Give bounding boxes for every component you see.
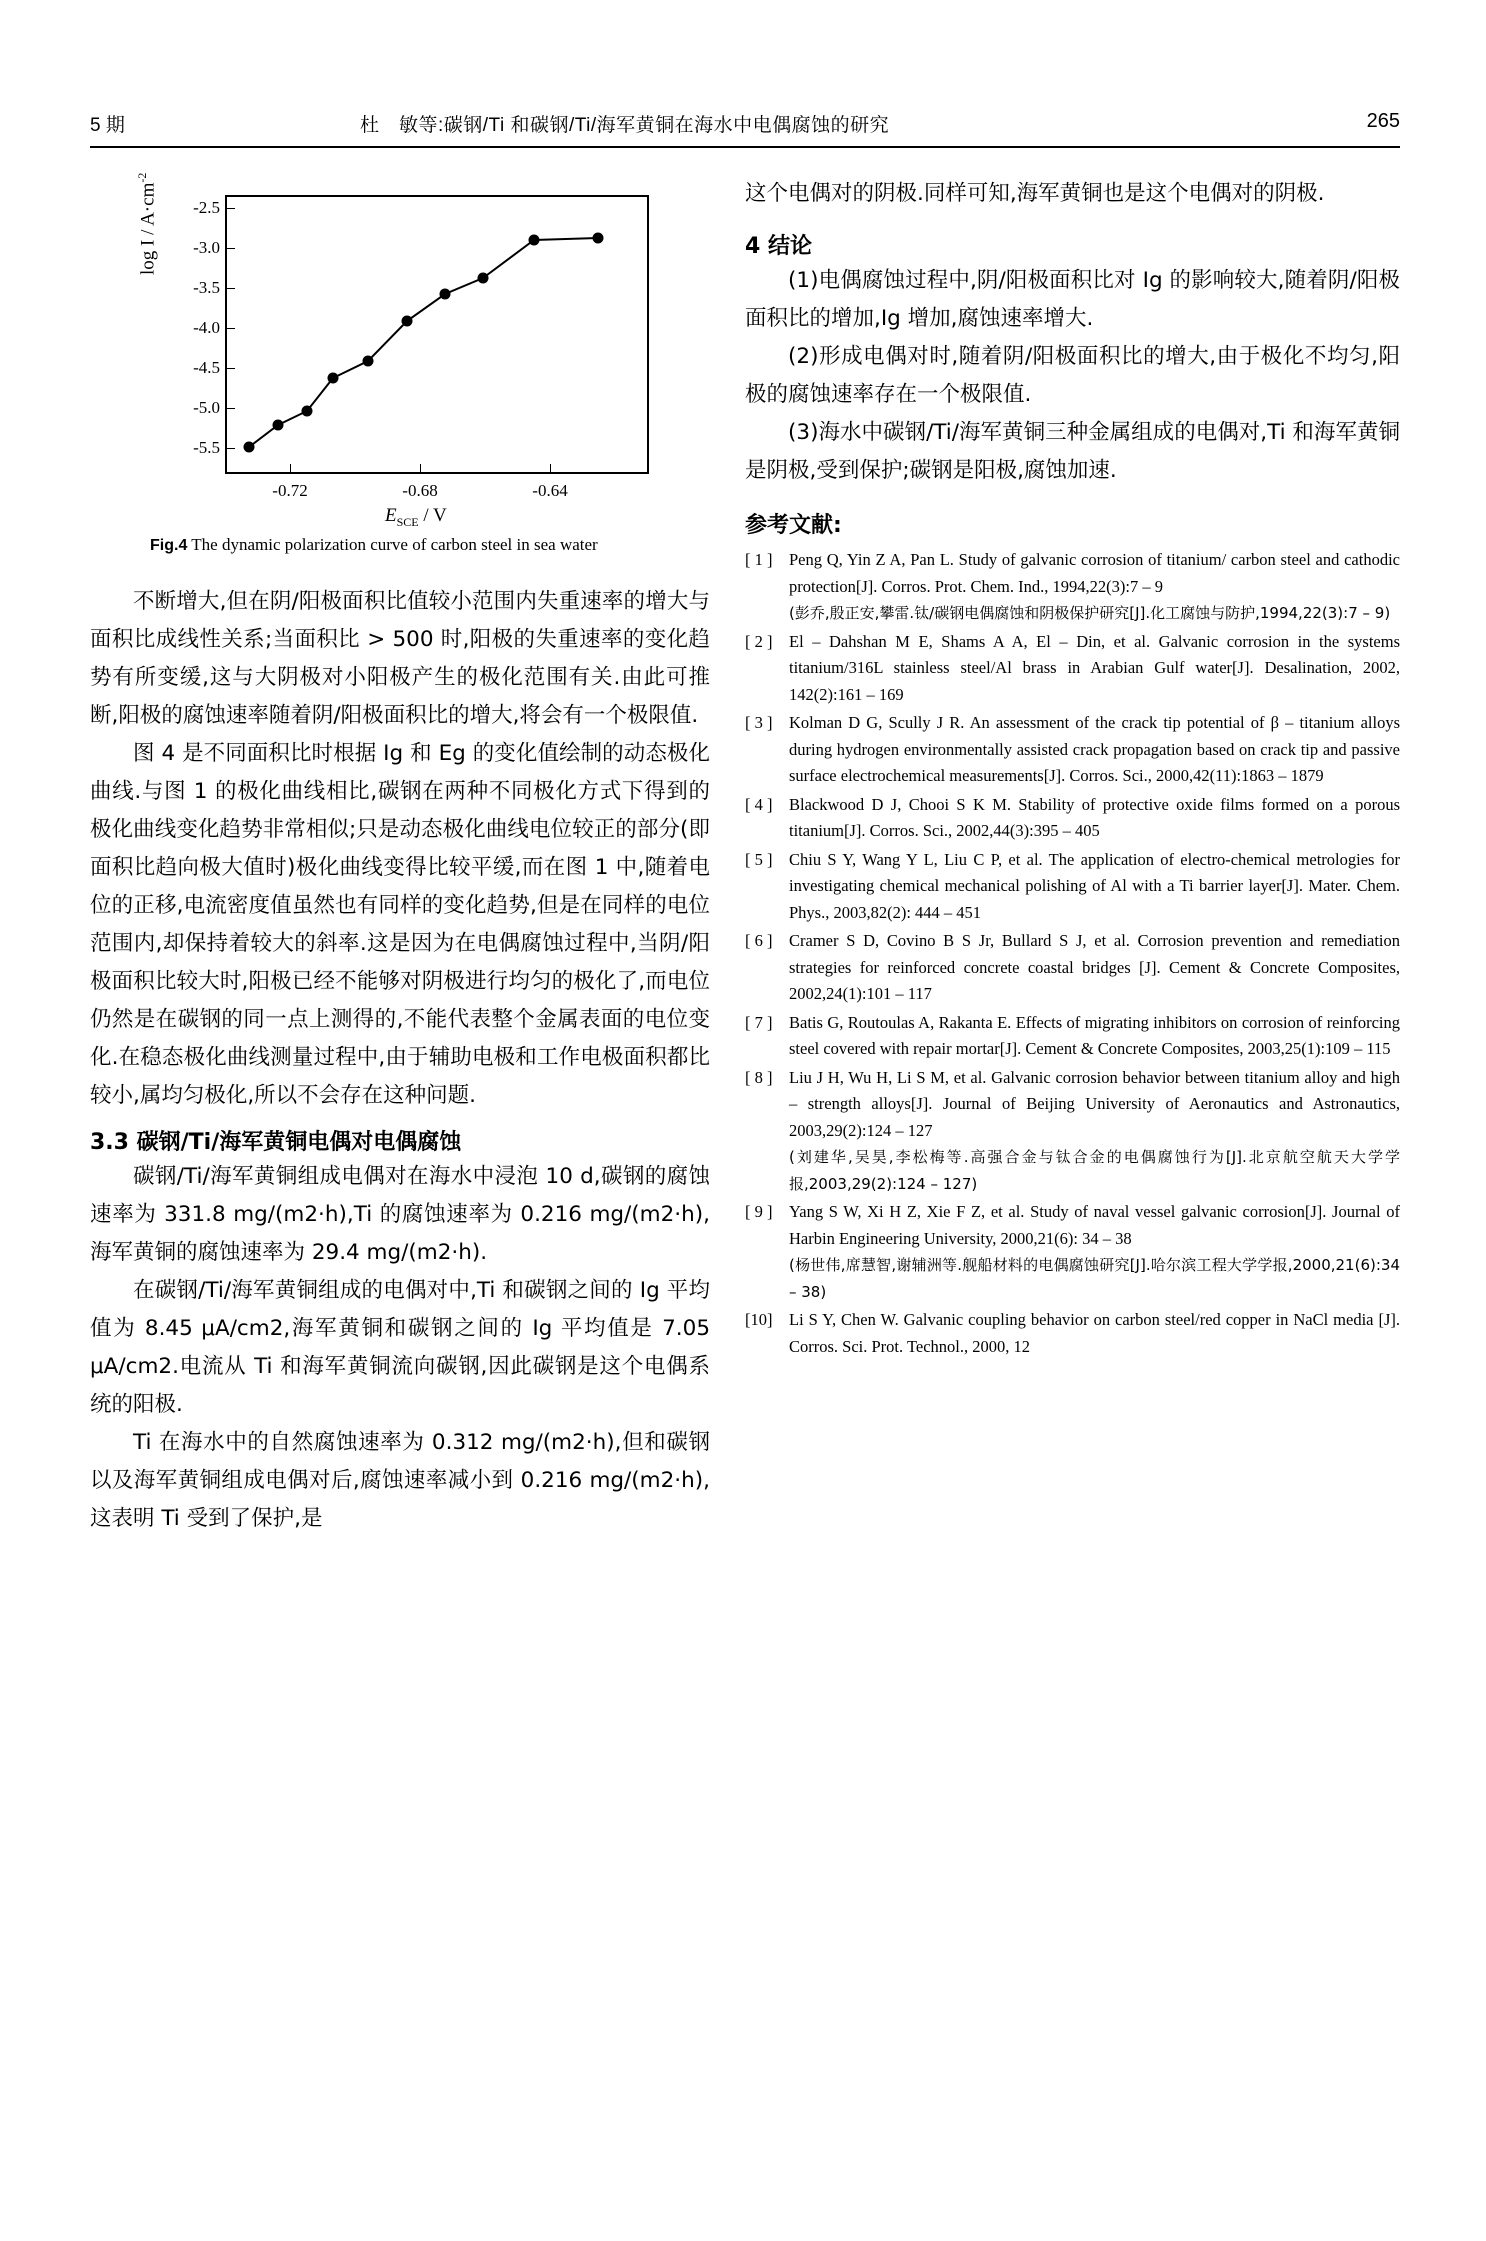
reference-text: Blackwood D J, Chooi S K M. Stability of protective oxide films formed on a porous titanium[J]. Corros. Sci., 2002,44(3):395 – 405	[789, 794, 1400, 840]
paragraph: 不断增大,但在阴/阳极面积比值较小范围内失重速率的增大与面积比成线性关系;当面积比 > 500 时,阳极的失重速率的变化趋势有所变缓,这与大阴极对小阳极产生的极化范围有关.由此可推断,阳极的腐蚀速率随着阴/阳极面积比的增大,将会有一个极限值.	[90, 589, 710, 728]
reference-text: Chiu S Y, Wang Y L, Liu C P, et al. The application of electro-chemical metrologies for investigating chemical mechanical polishing of Al with a Ti barrier layer[J]. Mater. Chem. Phys., 2003,82(2): 444 – 451	[789, 849, 1400, 922]
paragraph: 这个电偶对的阴极.同样可知,海军黄铜也是这个电偶对的阴极.	[745, 181, 1325, 206]
right-column	[745, 175, 1400, 1362]
x-axis-symbol: E	[385, 505, 397, 526]
y-tick: -4.0	[193, 318, 220, 337]
y-axis-label-exponent: -2	[135, 172, 149, 183]
reference-item	[745, 1307, 1400, 1360]
reference-text: Batis G, Routoulas A, Rakanta E. Effects of migrating inhibitors on corrosion of reinforcing steel covered with repair mortar[J]. Cement & Concrete Composites, 2003,25(1):109 – 115	[789, 1012, 1400, 1058]
figure-curve	[227, 197, 643, 468]
header-rule	[90, 146, 1400, 148]
x-axis-unit: / V	[418, 505, 447, 526]
figure-caption-text: The dynamic polarization curve of carbon steel in sea water	[191, 535, 598, 554]
paragraph: 图 4 是不同面积比时根据 Ig 和 Eg 的变化值绘制的动态极化曲线.与图 1 的极化曲线相比,碳钢在两种不同极化方式下得到的极化曲线变化趋势非常相似;只是动态极化曲线电位较正的部分(即面积比趋向极大值时)极化曲线变得比较平缓,而在图 1 中,随着电位的正移,电流密度值虽然也有同样的变化趋势,但是在同样的电位范围内,却保持着较大的斜率.这是因为在电偶腐蚀过程中,当阴/阳极面积比较大时,阳极已经不能够对阴极进行均匀的极化了,而电位仍然是在碳钢的同一点上测得的,不能代表整个金属表面的电位变化.在稳态极化曲线测量过程中,由于辅助电极和工作电极面积都比较小,属均匀极化,所以不会存在这种问题.	[90, 741, 710, 1108]
reference-item	[745, 847, 1400, 927]
reference-tag: [ 8 ]	[745, 1067, 773, 1087]
reference-item	[745, 1010, 1400, 1063]
figure-x-axis-label	[385, 505, 447, 530]
figure-caption-label: Fig.4	[150, 537, 188, 554]
reference-text: Peng Q, Yin Z A, Pan L. Study of galvanic corrosion of titanium/ carbon steel and cathodic protection[J]. Corros. Prot. Chem. Ind., 1994,22(3):7 – 9	[789, 550, 1400, 596]
section-heading-4: 4 结论	[745, 234, 812, 259]
figure-caption	[150, 535, 690, 555]
reference-tag: [ 7 ]	[745, 1012, 773, 1032]
reference-text: Cramer S D, Covino B S Jr, Bullard S J, et al. Corrosion prevention and remediation strategies for reinforced concrete coastal bridges [J]. Cement & Concrete Composites, 2002,24(1):101 – 117	[789, 931, 1400, 1003]
references-heading: 参考文献:	[745, 513, 842, 538]
y-tick: -2.5	[193, 198, 220, 217]
paragraph: (2)形成电偶对时,随着阴/阳极面积比的增大,由于极化不均匀,阳极的腐蚀速率存在一个极限值.	[745, 344, 1400, 407]
reference-note: (彭乔,殷正安,攀雷.钛/碳钢电偶腐蚀和阴极保护研究[J].化工腐蚀与防护,1994,22(3):7 – 9)	[789, 604, 1391, 622]
reference-item	[745, 629, 1400, 709]
reference-item	[745, 710, 1400, 790]
section-heading-3-3: 3.3 碳钢/Ti/海军黄铜电偶对电偶腐蚀	[90, 1130, 462, 1155]
reference-item	[745, 1065, 1400, 1198]
reference-item	[745, 928, 1400, 1008]
y-axis-label-text: log I / A·cm	[137, 182, 159, 275]
reference-tag: [ 3 ]	[745, 713, 773, 732]
right-top-paragraph-block	[745, 175, 1400, 213]
references-list	[745, 547, 1400, 1360]
reference-tag: [ 2 ]	[745, 631, 773, 651]
y-tick: -3.0	[193, 238, 220, 257]
paragraph: Ti 在海水中的自然腐蚀速率为 0.312 mg/(m2·h),但和碳钢以及海军黄铜组成电偶对后,腐蚀速率减小到 0.216 mg/(m2·h),这表明 Ti 受到了保护,是	[90, 1430, 710, 1531]
conclusions-block	[745, 262, 1400, 490]
y-tick: -5.5	[193, 438, 220, 457]
reference-text: Kolman D G, Scully J R. An assessment of the crack tip potential of β – titanium alloys during hydrogen environmentally assisted crack propagation based on crack tip and passive surface electrochemical measurements[J]. Corros. Sci., 2000,42(11):1863 – 1879	[789, 713, 1400, 785]
y-tick: -3.5	[193, 278, 220, 297]
figure-plot-area	[193, 195, 649, 500]
reference-note: (刘建华,吴昊,李松梅等.高强合金与钛合金的电偶腐蚀行为[J].北京航空航天大学学报,2003,29(2):124 – 127)	[789, 1148, 1400, 1193]
header-running-title: 杜 敏等:碳钢/Ti 和碳钢/Ti/海军黄铜在海水中电偶腐蚀的研究	[360, 115, 890, 136]
paragraph: (1)电偶腐蚀过程中,阴/阳极面积比对 Ig 的影响较大,随着阴/阳极面积比的增加,Ig 增加,腐蚀速率增大.	[745, 268, 1400, 331]
reference-note: (杨世伟,席慧智,谢辅洲等.舰船材料的电偶腐蚀研究[J].哈尔滨工程大学学报,2000,21(6):34 – 38)	[789, 1256, 1400, 1301]
figure-4	[90, 172, 710, 575]
y-tick: -5.0	[193, 398, 220, 417]
reference-tag: [ 5 ]	[745, 849, 773, 869]
figure-y-axis-label	[135, 173, 159, 275]
reference-text: Liu J H, Wu H, Li S M, et al. Galvanic corrosion behavior between titanium alloy and high – strength alloys[J]. Journal of Beijing University of Aeronautics and Astronautics, 2003,29(2):124 – 127	[789, 1067, 1400, 1140]
x-tick: -0.64	[532, 481, 568, 500]
reference-tag: [10]	[745, 1310, 773, 1329]
reference-item	[745, 547, 1400, 627]
x-axis-subscript: SCE	[396, 514, 419, 529]
paragraph: 碳钢/Ti/海军黄铜组成电偶对在海水中浸泡 10 d,碳钢的腐蚀速率为 331.8 mg/(m2·h),Ti 的腐蚀速率为 0.216 mg/(m2·h),海军黄铜的腐蚀速率为 29.4 mg/(m2·h).	[90, 1164, 710, 1265]
left-body-text	[90, 583, 710, 1115]
x-tick: -0.68	[402, 481, 438, 500]
x-tick: -0.72	[272, 481, 308, 500]
reference-item	[745, 792, 1400, 845]
reference-tag: [ 1 ]	[745, 550, 773, 569]
reference-text: El – Dahshan M E, Shams A A, El – Din, et al. Galvanic corrosion in the systems titanium/316L stainless steel/Al brass in Arabian Gulf water[J]. Desalination, 2002, 142(2):161 – 169	[789, 631, 1400, 704]
reference-tag: [ 9 ]	[745, 1202, 773, 1221]
header-issue: 5 期	[90, 115, 125, 136]
page-number: 265	[1366, 110, 1400, 132]
paragraph: 在碳钢/Ti/海军黄铜组成的电偶对中,Ti 和碳钢之间的 Ig 平均值为 8.45 μA/cm2,海军黄铜和碳钢之间的 Ig 平均值是 7.05 μA/cm2.电流从 Ti 和海军黄铜流向碳钢,因此碳钢是这个电偶系统的阳极.	[90, 1278, 710, 1417]
reference-tag: [ 4 ]	[745, 794, 773, 814]
reference-text: Yang S W, Xi H Z, Xie F Z, et al. Study of naval vessel galvanic corrosion[J]. Journal of Harbin Engineering University, 2000,21(6): 34 – 38	[789, 1202, 1400, 1248]
reference-tag: [ 6 ]	[745, 931, 773, 950]
reference-text: Li S Y, Chen W. Galvanic coupling behavior on carbon steel/red copper in NaCl media [J]. Corros. Sci. Prot. Technol., 2000, 12	[789, 1310, 1400, 1356]
left-column	[90, 172, 710, 1538]
reference-item	[745, 1199, 1400, 1305]
left-body-text-2	[90, 1158, 710, 1538]
paragraph: (3)海水中碳钢/Ti/海军黄铜三种金属组成的电偶对,Ti 和海军黄铜是阴极,受到保护;碳钢是阳极,腐蚀加速.	[745, 420, 1400, 483]
y-tick: -4.5	[193, 358, 220, 377]
